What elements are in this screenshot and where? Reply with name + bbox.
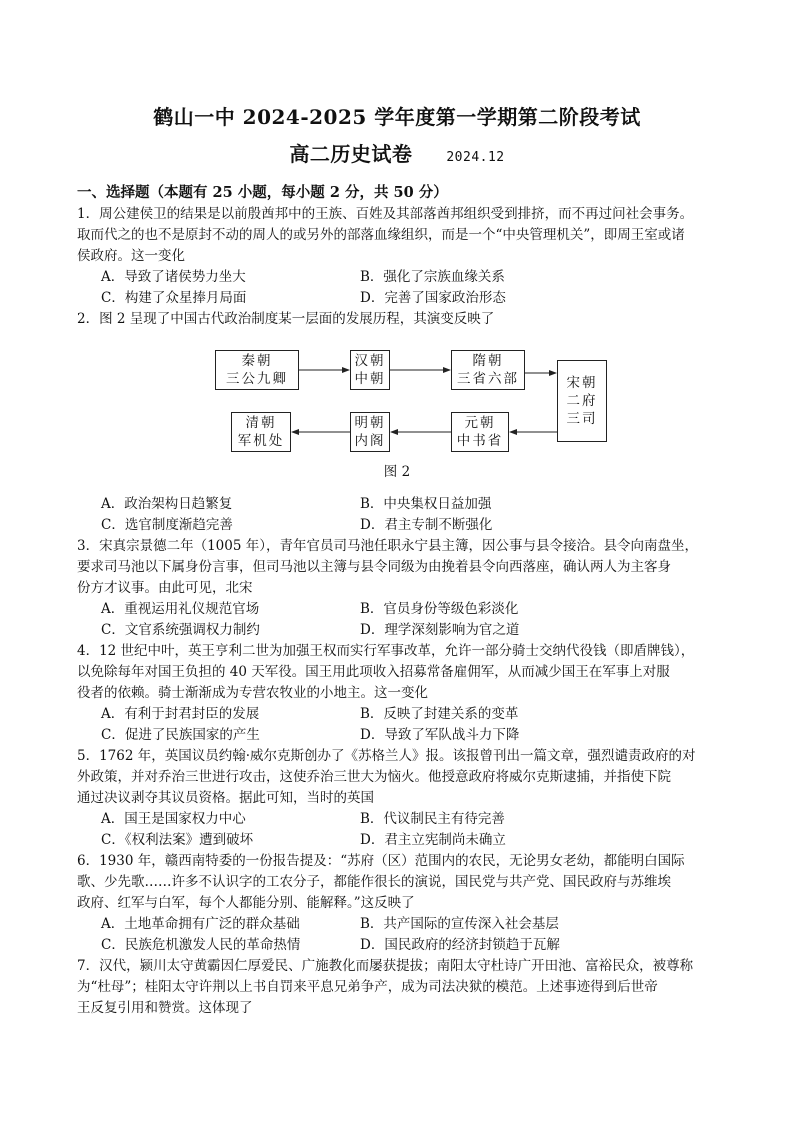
exam-title: 鹤山一中 2024-2025 学年度第一学期第二阶段考试 xyxy=(153,105,641,129)
box-qing xyxy=(231,412,291,452)
q6-line-1: 6．1930 年，赣西南特委的一份报告提及：“苏府（区）范围内的农民，无论男女老幼，都能明白国际 xyxy=(77,853,685,869)
paper-subject: 高二历史试卷 xyxy=(289,142,413,166)
q5-option-b: B．代议制民主有待完善 xyxy=(360,811,505,827)
q5-line-2: 外政策，并对乔治三世进行攻击，这使乔治三世大为恼火。他授意政府将威尔克斯逮捕，并指使下院 xyxy=(77,769,671,785)
paper-title xyxy=(0,138,794,167)
q3-line-2: 要求司马池以下属身份言事，但司马池以主簿与县令同级为由挽着县令向西落座，确认两人为主客身 xyxy=(77,559,671,575)
box-qing-l1: 清朝 xyxy=(245,415,277,431)
q5-line-3: 通过决议剥夺其议员资格。据此可知，当时的英国 xyxy=(77,790,374,806)
q6-line-3: 政府、红军与白军，每个人都能分别、能解释。”这反映了 xyxy=(77,895,415,911)
q4-option-a: A．有利于封君封臣的发展 xyxy=(101,706,260,722)
q6-option-a: A．土地革命拥有广泛的群众基础 xyxy=(101,916,300,932)
box-sui-l2: 三省六部 xyxy=(457,371,519,387)
q1-option-b: B．强化了宗族血缘关系 xyxy=(360,269,505,285)
q3-option-a: A．重视运用礼仪规范官场 xyxy=(101,601,260,617)
q5-option-a: A．国王是国家权力中心 xyxy=(101,811,246,827)
q1-option-d: D．完善了国家政治形态 xyxy=(360,290,506,306)
q4-option-c: C．促进了民族国家的产生 xyxy=(101,727,260,743)
q4-line-1: 4．12 世纪中叶，英王亨利二世为加强王权而实行军事改革，允许一部分骑士交纳代役钱（即盾牌钱）， xyxy=(77,643,695,659)
exam-date: 2024.12 xyxy=(446,150,505,165)
box-han-l1: 汉朝 xyxy=(354,353,386,369)
box-qin xyxy=(215,350,299,390)
q6-option-b: B．共产国际的宣传深入社会基层 xyxy=(360,916,559,932)
q3-option-b: B．官员身份等级色彩淡化 xyxy=(360,601,519,617)
q2-line-1: 2．图 2 呈现了中国古代政治制度某一层面的发展历程，其演变反映了 xyxy=(77,311,495,327)
q2-option-c: C．选官制度渐趋完善 xyxy=(101,517,233,533)
q6-option-d: D．国民政府的经济封锁趋于瓦解 xyxy=(360,937,560,953)
q5-option-c: C．《权利法案》遭到破坏 xyxy=(101,832,254,848)
q1-option-a: A．导致了诸侯势力坐大 xyxy=(101,269,246,285)
box-yuan xyxy=(451,412,509,452)
q1-line-2: 取而代之的也不是原封不动的周人的或另外的部落血缘组织，而是一个“中央管理机关”，即周王室或诸 xyxy=(77,227,685,243)
q4-option-d: D．导致了军队战斗力下降 xyxy=(360,727,520,743)
box-qin-l2: 三公九卿 xyxy=(226,371,288,387)
box-han xyxy=(350,350,390,390)
q4-line-2: 以免除每年对国王负担的 40 天军役。国王用此项收入招募常备雇佣军，从而减少国王在军事上对服 xyxy=(77,664,670,680)
q4-option-b: B．反映了封建关系的变革 xyxy=(360,706,519,722)
q5-option-d: D．君主立宪制尚未确立 xyxy=(360,832,506,848)
section-heading: 一、选择题（本题有 25 小题，每小题 2 分，共 50 分） xyxy=(77,184,448,201)
q2-option-d: D．君主专制不断强化 xyxy=(360,517,493,533)
box-qing-l2: 军机处 xyxy=(237,433,285,449)
q5-line-1: 5．1762 年，英国议员约翰·威尔克斯创办了《苏格兰人》报。该报曾刊出一篇文章，强烈谴责政府的对 xyxy=(77,748,696,764)
box-sui-l1: 隋朝 xyxy=(472,353,504,369)
q3-option-c: C．文官系统强调权力制约 xyxy=(101,622,260,638)
q7-line-2: 为“杜母”；桂阳太守许荆以上书自罚来平息兄弟争产，成为司法决狱的模范。上述事迹得到后世帝 xyxy=(77,979,658,995)
q7-line-3: 王反复引用和赞赏。这体现了 xyxy=(77,1000,253,1016)
box-song-l3: 三司 xyxy=(566,411,598,427)
box-song-l1: 宋朝 xyxy=(566,375,598,391)
q2-option-a: A．政治架构日趋繁复 xyxy=(101,496,233,512)
q4-line-3: 役者的依赖。骑士渐渐成为专营农牧业的小地主。这一变化 xyxy=(77,685,428,701)
q2-option-b: B．中央集权日益加强 xyxy=(360,496,492,512)
q1-line-1: 1．周公建侯卫的结果是以前殷酋邦中的王族、百姓及其部落酋邦组织受到排挤，而不再过问社会事务。 xyxy=(77,206,694,222)
figure-caption: 图 2 xyxy=(383,464,411,480)
q3-option-d: D．理学深刻影响为官之道 xyxy=(360,622,520,638)
box-ming-l2: 内阁 xyxy=(354,433,386,449)
box-ming-l1: 明朝 xyxy=(354,415,386,431)
q1-option-c: C．构建了众星捧月局面 xyxy=(101,290,247,306)
box-han-l2: 中朝 xyxy=(354,371,386,387)
box-yuan-l1: 元朝 xyxy=(464,415,496,431)
q6-option-c: C．民族危机激发人民的革命热情 xyxy=(101,937,301,953)
box-sui xyxy=(451,350,525,390)
q6-line-2: 歌、少先歌……许多不认识字的工农分子，都能作很长的演说，国民党与共产党、国民政府与苏维埃 xyxy=(77,874,671,890)
box-yuan-l2: 中书省 xyxy=(456,433,504,449)
q3-line-3: 份方才议事。由此可见，北宋 xyxy=(77,580,253,596)
q1-line-3: 侯政府。这一变化 xyxy=(77,248,185,264)
box-qin-l1: 秦朝 xyxy=(241,353,273,369)
box-song-l2: 二府 xyxy=(566,393,598,409)
box-ming xyxy=(350,412,390,452)
box-song xyxy=(557,360,607,442)
q3-line-1: 3．宋真宗景德二年（1005 年），青年官员司马池任职永宁县主簿，因公事与县令接洽。县令向南盘坐， xyxy=(77,538,698,554)
q7-line-1: 7．汉代，颍川太守黄霸因仁厚爱民、广施教化而屡获提拔；南阳太守杜诗广开田池、富裕民众，被尊称 xyxy=(77,958,694,974)
